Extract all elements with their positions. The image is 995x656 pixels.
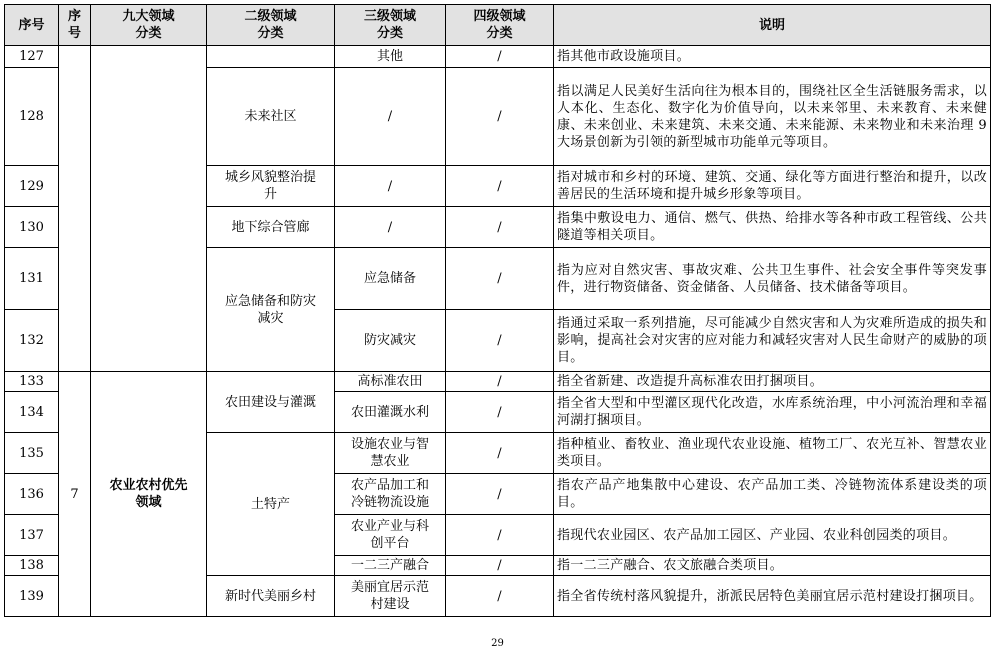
description-cell: 指全省传统村落风貌提升，浙派民居特色美丽宜居示范村建设打捆项目。 [554,576,991,617]
header-level3: 三级领域 分类 [335,5,446,46]
level3-cell: / [335,68,446,166]
level3-cell: 防灾减灾 [335,310,446,372]
table-row [5,372,991,392]
level3-cell: / [335,207,446,248]
description-cell: 指集中敷设电力、通信、燃气、供热、给排水等各种市政工程管线、公共隧道等相关项目。 [554,207,991,248]
row-number: 138 [5,556,59,576]
level3-cell: 设施农业与智 慧农业 [335,433,446,474]
level2-cell: 农田建设与灌溉 [207,372,335,433]
description-cell: 指为应对自然灾害、事故灾难、公共卫生事件、社会安全事件等突发事件，进行物资储备、资金储备、人员储备、技术储备等项目。 [554,248,991,310]
header-description: 说明 [554,5,991,46]
level2-empty [207,46,335,68]
description-cell: 指通过采取一系列措施，尽可能减少自然灾害和人为灾难所造成的损失和影响，提高社会对灾害的应对能力和减轻灾害对人民生命财产的威胁的项目。 [554,310,991,372]
level4-cell: / [446,474,554,515]
level4-cell: / [446,515,554,556]
row-number: 136 [5,474,59,515]
level4-cell: / [446,68,554,166]
row-number: 129 [5,166,59,207]
header-seq-short: 序 号 [59,5,91,46]
description-cell: 指对城市和乡村的环境、建筑、交通、绿化等方面进行整治和提升，以改善居民的生活环境和提升城乡形象等项目。 [554,166,991,207]
level4-cell: / [446,392,554,433]
table-row [5,46,991,68]
level3-cell: 高标准农田 [335,372,446,392]
level3-cell: 农产品加工和 冷链物流设施 [335,474,446,515]
level4-cell: / [446,372,554,392]
level2-cell: 应急储备和防灾 减灾 [207,248,335,372]
row-number: 131 [5,248,59,310]
row-number: 132 [5,310,59,372]
level2-cell: 新时代美丽乡村 [207,576,335,617]
description-cell: 指其他市政设施项目。 [554,46,991,68]
level4-cell: / [446,46,554,68]
level1-name: 农业农村优先 领域 [91,372,207,617]
level3-cell: 美丽宜居示范 村建设 [335,576,446,617]
row-number: 128 [5,68,59,166]
level2-cell: 地下综合管廊 [207,207,335,248]
level2-cell: 未来社区 [207,68,335,166]
project-classification-table [4,4,991,617]
level2-cell: 土特产 [207,433,335,576]
level4-cell: / [446,310,554,372]
level3-cell: 应急储备 [335,248,446,310]
description-cell: 指以满足人民美好生活向往为根本目的，围绕社区全生活链服务需求，以人本化、生态化、数字化为价值导向，以未来邻里、未来教育、未来健康、未来创业、未来建筑、未来交通、未来能源、未来物业和未来治理 9 大场景创新为引领的新型城市功能单元等项目。 [554,68,991,166]
row-number: 139 [5,576,59,617]
level3-cell: 农业产业与科 创平台 [335,515,446,556]
header-level4: 四级领域 分类 [446,5,554,46]
description-cell: 指全省大型和中型灌区现代化改造，水库系统治理，中小河流治理和幸福河湖打捆项目。 [554,392,991,433]
level1-number: 7 [59,372,91,617]
row-number: 137 [5,515,59,556]
level2-cell: 城乡风貌整治提 升 [207,166,335,207]
row-number: 134 [5,392,59,433]
page-number: 29 [491,638,504,649]
level4-cell: / [446,576,554,617]
header-seq: 序号 [5,5,59,46]
level4-cell: / [446,556,554,576]
header-row [5,5,991,46]
row-number: 135 [5,433,59,474]
row-number: 127 [5,46,59,68]
level4-cell: / [446,166,554,207]
level3-cell: / [335,166,446,207]
header-level2: 二级领域 分类 [207,5,335,46]
description-cell: 指现代农业园区、农产品加工园区、产业园、农业科创园类的项目。 [554,515,991,556]
level1-no-empty [59,46,91,372]
row-number: 133 [5,372,59,392]
row-number: 130 [5,207,59,248]
level3-cell: 一二三产融合 [335,556,446,576]
description-cell: 指一二三产融合、农文旅融合类项目。 [554,556,991,576]
description-cell: 指种植业、畜牧业、渔业现代农业设施、植物工厂、农光互补、智慧农业类项目。 [554,433,991,474]
level4-cell: / [446,433,554,474]
level3-cell: 其他 [335,46,446,68]
header-level1: 九大领域 分类 [91,5,207,46]
description-cell: 指全省新建、改造提升高标准农田打捆项目。 [554,372,991,392]
description-cell: 指农产品产地集散中心建设、农产品加工类、冷链物流体系建设类的项目。 [554,474,991,515]
level3-cell: 农田灌溉水利 [335,392,446,433]
level4-cell: / [446,248,554,310]
level1-name-empty [91,46,207,372]
level4-cell: / [446,207,554,248]
